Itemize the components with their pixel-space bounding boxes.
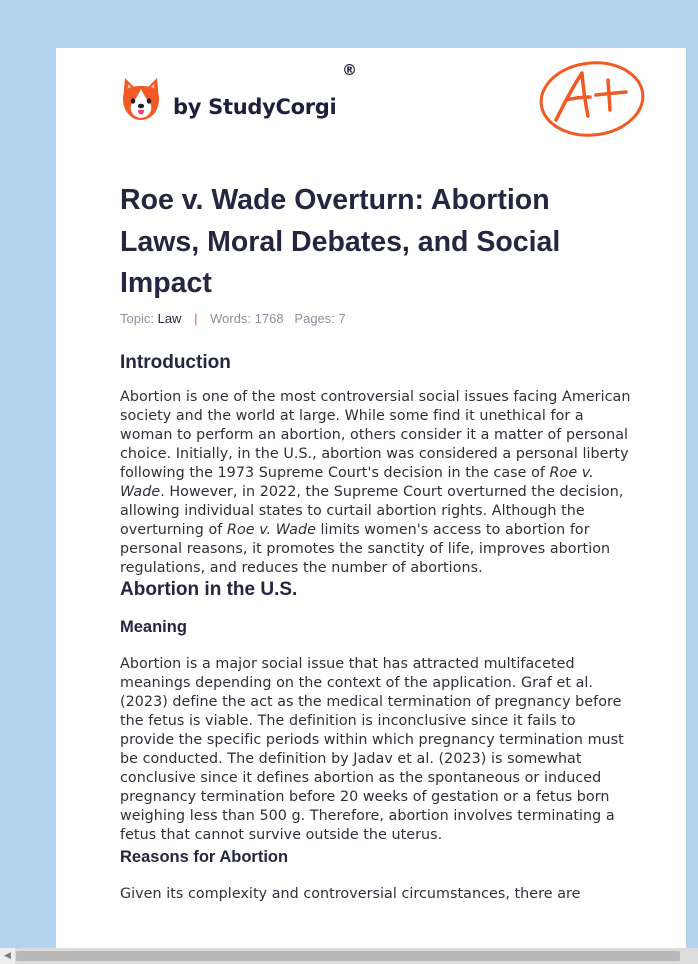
intro-text-3: limits women's access to abortion for personal reasons, it promotes the sanctity of life, improves abortion regulations, and reduces the number of abortions. bbox=[120, 522, 611, 576]
scrollbar-thumb[interactable] bbox=[16, 951, 680, 961]
article-meta bbox=[120, 311, 346, 326]
registered-mark: ® bbox=[342, 61, 357, 79]
studycorgi-logo[interactable] bbox=[120, 76, 336, 124]
a-plus-icon bbox=[538, 58, 648, 140]
subheading-meaning: Meaning bbox=[120, 618, 187, 636]
intro-paragraph bbox=[120, 388, 632, 578]
intro-text-2: . However, in 2022, the Supreme Court overturned the decision, allowing individual states to curtail abortion rights. Although the overturning of bbox=[120, 484, 624, 538]
section-heading-introduction: Introduction bbox=[120, 352, 231, 373]
intro-text-1: Abortion is one of the most controversial social issues facing American society and the world at large. While some find it unethical for a woman to perform an abortion, others consider it a matter of personal choice. Initially, in the U.S., abortion was considered a personal liberty following the 1973 Supreme Court's decision in the case of bbox=[120, 389, 631, 481]
meaning-paragraph: Abortion is a major social issue that has attracted multifaceted meanings depending on the context of the application. Graf et al. (2023) define the act as the medical termination of pregnancy before the fetus is viable. The definition is inconclusive since it fails to provide the specific periods within which pregnancy termination must be conducted. The definition by Jadav et al. (2023) is somewhat conclusive since it defines abortion as the spontaneous or induced pregnancy termination before 20 weeks of gestation or a fetus born weighing less than 500 g. Therefore, abortion involves terminating a fetus that cannot survive outside the uterus. bbox=[120, 656, 624, 843]
topic-link[interactable]: Law bbox=[157, 311, 182, 326]
topic-label: Topic: bbox=[120, 311, 154, 326]
page-title: Roe v. Wade Overturn: Abortion Laws, Moral Debates, and Social Impact bbox=[120, 184, 561, 299]
pages-count: 7 bbox=[338, 311, 346, 326]
pages-label: Pages: bbox=[294, 311, 335, 326]
words-count: 1768 bbox=[254, 311, 284, 326]
document-page bbox=[56, 48, 686, 964]
corgi-logo-icon bbox=[120, 77, 162, 123]
article-body bbox=[120, 351, 632, 904]
scroll-left-arrow-icon[interactable]: ◀ bbox=[0, 948, 15, 964]
case-name: Roe v. Wade bbox=[120, 465, 594, 500]
subheading-reasons: Reasons for Abortion bbox=[120, 848, 289, 866]
case-name: Roe v. Wade bbox=[226, 522, 316, 538]
meta-separator: | bbox=[194, 311, 198, 326]
section-heading-abortion-us: Abortion in the U.S. bbox=[120, 579, 298, 600]
brand-name: by StudyCorgi bbox=[173, 95, 337, 119]
reasons-paragraph: Given its complexity and controversial circumstances, there are bbox=[120, 886, 581, 902]
horizontal-scrollbar[interactable] bbox=[0, 948, 698, 964]
words-label: Words: bbox=[210, 311, 252, 326]
